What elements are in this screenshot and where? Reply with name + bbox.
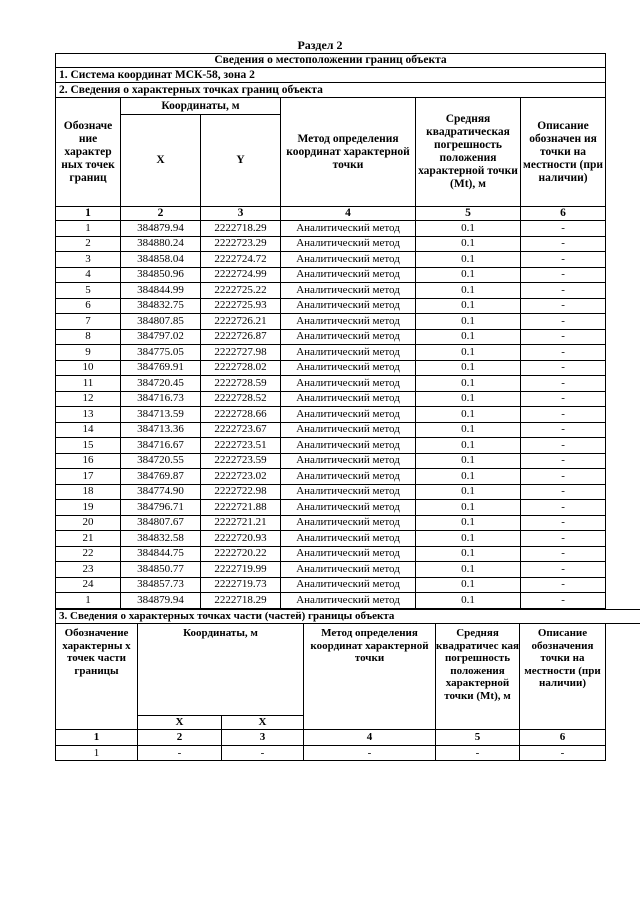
table-row <box>56 531 606 547</box>
table-cell: 0.1 <box>416 469 521 485</box>
table-cell: 24 <box>56 577 121 593</box>
header-error: Средняя квадратичес кая погрешность положения характерной точки (Mt), м <box>436 624 520 730</box>
table-cell: 0.1 <box>416 314 521 330</box>
table-cell: 2 <box>56 236 121 252</box>
table-cell: Аналитический метод <box>281 515 416 531</box>
table-cell: 3 <box>56 252 121 268</box>
table-cell: 2222723.51 <box>201 438 281 454</box>
table-cell: 1 <box>56 746 138 761</box>
table-cell: 19 <box>56 500 121 516</box>
table-cell: Аналитический метод <box>281 267 416 283</box>
table-cell: 384880.24 <box>121 236 201 252</box>
table-row <box>56 500 606 516</box>
table-cell: - <box>222 746 304 761</box>
table-cell: Аналитический метод <box>281 562 416 578</box>
section3-title: 3. Сведения о характерных точках части (частей) границы объекта <box>56 610 640 624</box>
table-cell: 18 <box>56 484 121 500</box>
table-cell: 384769.91 <box>121 360 201 376</box>
table-row <box>56 422 606 438</box>
table-row <box>56 515 606 531</box>
table-cell: 384807.67 <box>121 515 201 531</box>
column-number: 5 <box>436 730 520 746</box>
table-cell: Аналитический метод <box>281 469 416 485</box>
column-number: 4 <box>304 730 436 746</box>
table-cell: 0.1 <box>416 236 521 252</box>
table-cell: Аналитический метод <box>281 484 416 500</box>
page-title: Раздел 2 <box>297 38 343 52</box>
table-cell: 2222728.66 <box>201 407 281 423</box>
table-row <box>56 314 606 330</box>
table-cell: 0.1 <box>416 376 521 392</box>
table-cell: - <box>521 221 606 237</box>
table-row <box>56 236 606 252</box>
table-cell: - <box>521 500 606 516</box>
table-row <box>56 329 606 345</box>
table-cell: 384850.77 <box>121 562 201 578</box>
table-cell: 0.1 <box>416 422 521 438</box>
table-cell: Аналитический метод <box>281 376 416 392</box>
table-cell: 2222725.22 <box>201 283 281 299</box>
table-cell: 0.1 <box>416 484 521 500</box>
table-cell: - <box>436 746 520 761</box>
header-coordinates: Координаты, м <box>138 624 304 716</box>
header-x: X <box>138 716 222 730</box>
table-cell: - <box>138 746 222 761</box>
table-cell: 20 <box>56 515 121 531</box>
table-row <box>56 562 606 578</box>
table-cell: 4 <box>56 267 121 283</box>
table-row <box>56 407 606 423</box>
table-cell: 2222719.99 <box>201 562 281 578</box>
table-row <box>56 453 606 469</box>
table-cell: 384774.90 <box>121 484 201 500</box>
table-cell: 0.1 <box>416 546 521 562</box>
table-cell: 7 <box>56 314 121 330</box>
table-cell: Аналитический метод <box>281 577 416 593</box>
table-cell: Аналитический метод <box>281 283 416 299</box>
table-cell: 2222727.98 <box>201 345 281 361</box>
table-cell: - <box>521 391 606 407</box>
table-cell: Аналитический метод <box>281 500 416 516</box>
column-number: 2 <box>138 730 222 746</box>
table-cell: Аналитический метод <box>281 438 416 454</box>
table-cell: - <box>521 422 606 438</box>
table-cell: 2222721.21 <box>201 515 281 531</box>
table-cell: 384720.45 <box>121 376 201 392</box>
table-cell: - <box>304 746 436 761</box>
table-cell: 2222723.59 <box>201 453 281 469</box>
table-cell: 384713.36 <box>121 422 201 438</box>
table-cell: - <box>521 407 606 423</box>
table-cell: 384769.87 <box>121 469 201 485</box>
table-cell: 2222728.02 <box>201 360 281 376</box>
table-cell: 2222726.87 <box>201 329 281 345</box>
table-cell: 2222718.29 <box>201 221 281 237</box>
table-cell: - <box>521 360 606 376</box>
table-cell: 8 <box>56 329 121 345</box>
column-number: 1 <box>56 730 138 746</box>
table-cell: - <box>521 484 606 500</box>
table-cell: 384807.85 <box>121 314 201 330</box>
table-cell: 384797.02 <box>121 329 201 345</box>
table-cell: Аналитический метод <box>281 422 416 438</box>
table-row <box>56 298 606 314</box>
table-cell: 17 <box>56 469 121 485</box>
table-cell: Аналитический метод <box>281 453 416 469</box>
header-y: Y <box>201 115 281 207</box>
part-boundary-points-table <box>55 609 640 761</box>
table-cell: - <box>521 314 606 330</box>
header-method: Метод определения координат характерной точки <box>281 98 416 207</box>
table-cell: - <box>521 329 606 345</box>
table-row <box>56 221 606 237</box>
section2-title: 2. Сведения о характерных точках границ объекта <box>56 83 606 98</box>
table-cell: 0.1 <box>416 531 521 547</box>
header-description: Описание обозначен ия точки на местности (при наличии) <box>521 98 606 207</box>
column-number: 6 <box>520 730 606 746</box>
table-cell: Аналитический метод <box>281 252 416 268</box>
table-cell: 0.1 <box>416 252 521 268</box>
column-numbers-row <box>56 730 640 746</box>
header-point: Обозначение характерны х точек части границы <box>56 624 138 730</box>
table-cell: 10 <box>56 360 121 376</box>
table-cell: 0.1 <box>416 329 521 345</box>
table-cell: 0.1 <box>416 562 521 578</box>
table-cell: 2222723.29 <box>201 236 281 252</box>
header-point: Обозначе ние характер ных точек границ <box>56 98 121 207</box>
table-cell: 384844.99 <box>121 283 201 299</box>
table-row <box>56 593 606 609</box>
table-cell: 0.1 <box>416 500 521 516</box>
table-cell: - <box>521 531 606 547</box>
table-cell: 384850.96 <box>121 267 201 283</box>
table-cell: Аналитический метод <box>281 360 416 376</box>
table-cell: 384775.05 <box>121 345 201 361</box>
table-cell: - <box>520 746 606 761</box>
table-cell: 23 <box>56 562 121 578</box>
column-number: 3 <box>222 730 304 746</box>
column-number: 5 <box>416 207 521 221</box>
table-cell: 11 <box>56 376 121 392</box>
table-cell: 2222719.73 <box>201 577 281 593</box>
table-cell: 2222720.93 <box>201 531 281 547</box>
table-cell: - <box>521 283 606 299</box>
table-cell: Аналитический метод <box>281 298 416 314</box>
header-y: X <box>222 716 304 730</box>
table-cell: 1 <box>56 593 121 609</box>
table-cell: Аналитический метод <box>281 391 416 407</box>
table-cell: 5 <box>56 283 121 299</box>
table-cell: 21 <box>56 531 121 547</box>
header-description: Описание обозначения точки на местности (при наличии) <box>520 624 606 730</box>
table-cell: 2222728.52 <box>201 391 281 407</box>
table-cell: - <box>521 438 606 454</box>
table-cell: 0.1 <box>416 298 521 314</box>
table-row <box>56 391 606 407</box>
table-cell: - <box>521 562 606 578</box>
table-row <box>56 376 606 392</box>
table-cell: 6 <box>56 298 121 314</box>
table-cell: 2222722.98 <box>201 484 281 500</box>
column-number: 6 <box>521 207 606 221</box>
table-row <box>56 360 606 376</box>
table-cell: 0.1 <box>416 577 521 593</box>
table-cell: 0.1 <box>416 221 521 237</box>
table-cell: 384858.04 <box>121 252 201 268</box>
table-cell: - <box>521 298 606 314</box>
table-cell: 0.1 <box>416 360 521 376</box>
table-cell: 384857.73 <box>121 577 201 593</box>
column-numbers-row <box>56 207 606 221</box>
table-cell: 0.1 <box>416 593 521 609</box>
table-cell: 12 <box>56 391 121 407</box>
table-cell: 2222724.99 <box>201 267 281 283</box>
column-number: 4 <box>281 207 416 221</box>
table-cell: 2222726.21 <box>201 314 281 330</box>
table-row <box>56 577 606 593</box>
table-cell: 384796.71 <box>121 500 201 516</box>
table-cell: 384844.75 <box>121 546 201 562</box>
coordinate-system: 1. Система координат МСК-58, зона 2 <box>56 68 606 83</box>
table-cell: Аналитический метод <box>281 593 416 609</box>
table-cell: 2222723.02 <box>201 469 281 485</box>
table-cell: 0.1 <box>416 345 521 361</box>
table-cell: 384720.55 <box>121 453 201 469</box>
table-title: Сведения о местоположении границ объекта <box>56 54 606 68</box>
table-cell: - <box>521 469 606 485</box>
column-number: 2 <box>121 207 201 221</box>
table-cell: - <box>521 236 606 252</box>
table-cell: Аналитический метод <box>281 236 416 252</box>
table-row <box>56 746 640 761</box>
table-cell: 2222725.93 <box>201 298 281 314</box>
table-cell: - <box>521 345 606 361</box>
table-cell: Аналитический метод <box>281 314 416 330</box>
table-cell: 0.1 <box>416 438 521 454</box>
table-cell: 384716.73 <box>121 391 201 407</box>
header-x: X <box>121 115 201 207</box>
boundary-points-table <box>55 53 606 609</box>
table-cell: - <box>521 546 606 562</box>
table-cell: Аналитический метод <box>281 329 416 345</box>
table-cell: 384713.59 <box>121 407 201 423</box>
table-cell: 2222728.59 <box>201 376 281 392</box>
table-cell: Аналитический метод <box>281 546 416 562</box>
table-cell: Аналитический метод <box>281 407 416 423</box>
table-row <box>56 438 606 454</box>
table-cell: - <box>521 267 606 283</box>
table-cell: - <box>521 376 606 392</box>
header-coordinates: Координаты, м <box>121 98 281 115</box>
table-cell: 2222720.22 <box>201 546 281 562</box>
table-cell: 2222718.29 <box>201 593 281 609</box>
table-cell: 1 <box>56 221 121 237</box>
table-cell: 2222724.72 <box>201 252 281 268</box>
table-cell: 384879.94 <box>121 221 201 237</box>
table-cell: 0.1 <box>416 267 521 283</box>
table-cell: 0.1 <box>416 283 521 299</box>
table-cell: - <box>521 577 606 593</box>
table-cell: - <box>521 593 606 609</box>
table-cell: 14 <box>56 422 121 438</box>
table-cell: 384832.75 <box>121 298 201 314</box>
table-row <box>56 267 606 283</box>
table-cell: Аналитический метод <box>281 531 416 547</box>
table-cell: 0.1 <box>416 515 521 531</box>
table-cell: 22 <box>56 546 121 562</box>
table-row <box>56 484 606 500</box>
table-cell: 384832.58 <box>121 531 201 547</box>
blank-margin <box>606 624 640 761</box>
table-cell: - <box>521 252 606 268</box>
table-row <box>56 469 606 485</box>
table-cell: 9 <box>56 345 121 361</box>
table-row <box>56 546 606 562</box>
header-method: Метод определения координат характерной точки <box>304 624 436 730</box>
table-cell: Аналитический метод <box>281 345 416 361</box>
table-cell: 0.1 <box>416 407 521 423</box>
table-row <box>56 283 606 299</box>
table-row <box>56 252 606 268</box>
table-cell: Аналитический метод <box>281 221 416 237</box>
table-cell: - <box>521 453 606 469</box>
table-cell: 15 <box>56 438 121 454</box>
table-cell: 0.1 <box>416 391 521 407</box>
table-cell: 384716.67 <box>121 438 201 454</box>
column-number: 3 <box>201 207 281 221</box>
table-cell: 0.1 <box>416 453 521 469</box>
table-cell: 384879.94 <box>121 593 201 609</box>
table-cell: 2222721.88 <box>201 500 281 516</box>
table-cell: 13 <box>56 407 121 423</box>
table-cell: 16 <box>56 453 121 469</box>
table-cell: 2222723.67 <box>201 422 281 438</box>
table-row <box>56 345 606 361</box>
header-error: Средняя квадратическая погрешность положения характерной точки (Mt), м <box>416 98 521 207</box>
table-cell: - <box>521 515 606 531</box>
column-number: 1 <box>56 207 121 221</box>
